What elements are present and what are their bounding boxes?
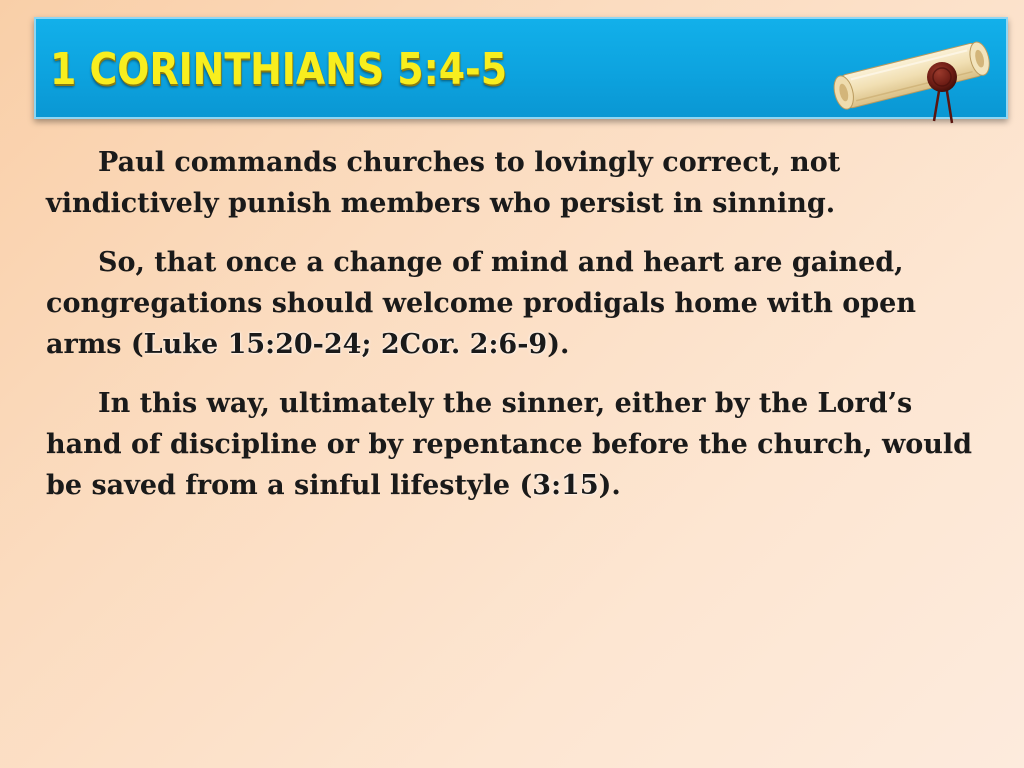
paragraph-3-closing: ).	[598, 470, 621, 501]
paragraph-3-text: In this way, ultimately the sinner, either by the Lord’s hand of discipline or by repentance before the church, would be saved from a sinful lifestyle (	[46, 388, 972, 501]
paragraph-1	[46, 142, 976, 224]
slide-body	[46, 142, 976, 524]
scripture-reference: Luke 15:20-24; 2Cor. 2:6-9	[143, 329, 548, 360]
title-bar	[34, 17, 1008, 119]
paragraph-2-closing: ).	[547, 329, 570, 360]
paragraph-3	[46, 383, 976, 506]
slide-title: 1 CORINTHIANS 5:4-5	[50, 44, 508, 95]
scroll-with-seal-icon	[822, 29, 998, 125]
paragraph-2	[46, 242, 976, 365]
paragraph-1-text: Paul commands churches to lovingly correct, not vindictively punish members who persist in sinning.	[46, 147, 841, 219]
scripture-reference: 3:15	[532, 470, 599, 501]
paragraph-2-text: So, that once a change of mind and heart are gained, congregations should welcome prodigals home with open arms (	[46, 247, 916, 360]
